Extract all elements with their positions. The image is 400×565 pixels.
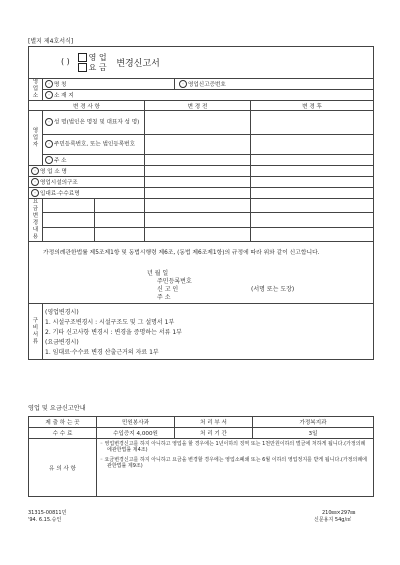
operator-regno-after[interactable]: [251, 135, 374, 155]
fee-cell-c1: [43, 227, 95, 241]
footer-approval: '94. 6.15.승인: [28, 517, 62, 523]
fee-cell-b1: [43, 213, 95, 227]
form-title: [29, 47, 374, 79]
form-number: [별지 제4호서식]: [28, 38, 74, 45]
guide-cell: 민원봉사과: [97, 417, 175, 428]
title-main: 변경신고서: [116, 59, 160, 69]
side-fee-change: 요금변경내용: [29, 199, 43, 242]
circle-icon: ◦: [31, 178, 39, 186]
operator-regno-label: ◦ 주민등록번호, 또는 법인등록번호: [43, 135, 145, 155]
checkbox-fee-icon[interactable]: [78, 63, 87, 72]
facility-label: ◦ 영업시설의구조: [29, 177, 145, 188]
fee-cell-c4: [251, 227, 374, 241]
fee-cell-b4: [251, 213, 374, 227]
guide-cell: 처 리 기 간: [175, 428, 253, 439]
option-fee[interactable]: 요 금: [78, 63, 107, 73]
sign-address-label: 주 소: [157, 294, 171, 301]
office-address-label: ◦ 소 재 지: [43, 90, 374, 101]
circle-icon: ◦: [45, 91, 53, 99]
office-name-label: ◦ 명 칭: [43, 79, 175, 90]
change-before-header: 변 경 전: [145, 101, 251, 111]
circle-icon: ◦: [31, 167, 39, 175]
sign-regno-label: 주민등록번호: [157, 278, 192, 285]
change-item-header: 변 경 사 항: [29, 101, 145, 111]
sign-reporter-label: 신 고 인: [157, 286, 179, 293]
guide-cell: 3일: [253, 428, 374, 439]
circle-icon: ◦: [45, 80, 53, 88]
fee-cell-a1: [43, 199, 95, 213]
guide-heading: 영업 및 요금신고안내: [28, 405, 86, 412]
doc-line: 1. 시설구조변경시 : 시설구조도 및 그 설명서 1부: [45, 319, 175, 326]
fee-cell-c2: [95, 227, 145, 241]
notice-list: [97, 439, 374, 497]
operator-name-before[interactable]: [145, 111, 251, 135]
facility-after[interactable]: [251, 177, 374, 188]
biz-place-after[interactable]: [251, 166, 374, 177]
doc-line: 1. 임대료·수수료 변경 산출근거의 자료 1부: [45, 349, 159, 356]
change-after-header: 변 경 후: [251, 101, 374, 111]
fee-before[interactable]: [145, 188, 251, 199]
footer-size: 210㎜×297㎜: [322, 510, 356, 516]
fee-cell-a4: [251, 199, 374, 213]
circle-icon: ◦: [45, 140, 53, 148]
circle-icon: ◦: [31, 189, 39, 197]
fee-cell-b3: [145, 213, 251, 227]
sign-hint: (서명 또는 도장): [251, 286, 295, 293]
fee-cell-c3: [145, 227, 251, 241]
operator-address-after[interactable]: [251, 155, 374, 166]
doc-line: (요금변경시): [45, 339, 79, 346]
option-business[interactable]: 영 업: [78, 53, 107, 63]
documents-list: [43, 304, 374, 360]
footer-code: 31315-00811민: [28, 510, 67, 516]
circle-icon: ◦: [179, 80, 187, 88]
side-office: 영업소: [29, 79, 43, 101]
bullet-icon: ◦: [100, 456, 103, 463]
guide-table: [28, 416, 374, 497]
guide-cell: 처 리 부 서: [175, 417, 253, 428]
guide-cell: 제 출 하 는 곳: [29, 417, 97, 428]
circle-icon: ◦: [45, 156, 53, 164]
notice-item: ◦ 요금변경신고를 하지 아니하고 요금을 변경할 경우에는 영업소폐쇄 또는 6월 이하의 영업정지를 받게 됩니다.(가정의례에관한법률 제9조): [100, 456, 368, 469]
circle-icon: ◦: [45, 118, 53, 126]
report-form: [28, 46, 374, 360]
notice-item: ◦ 영업변경신고를 하지 아니하고 영업을 할 경우에는 1년이하의 징역 또는 1천만원이하의 벌금에 처하게 됩니다.(가정의례에관한법률 제4조): [100, 441, 366, 454]
sign-date: 년 월 일: [147, 270, 169, 277]
declaration-text: 가정의례관한법률 제5조제1항 및 동법시행령 제6조, (동법 제6조제1항)의 규정에 따라 위와 같이 신고합니다.: [43, 250, 320, 256]
side-documents: 구비서류: [29, 304, 43, 360]
fee-cell-a2: [95, 199, 145, 213]
facility-before[interactable]: [145, 177, 251, 188]
biz-place-before[interactable]: [145, 166, 251, 177]
checkbox-business-icon[interactable]: [78, 53, 87, 62]
operator-address-label: ◦ 주 소: [43, 155, 145, 166]
title-paren: ( ): [61, 57, 70, 66]
fee-cell-a3: [145, 199, 251, 213]
doc-line: (영업변경시): [45, 309, 79, 316]
operator-address-before[interactable]: [145, 155, 251, 166]
guide-cell: 수 수 료: [29, 428, 97, 439]
declaration-block: [29, 242, 374, 304]
office-regno-label: ◦ 영업신고증번호: [175, 79, 374, 90]
operator-regno-before[interactable]: [145, 135, 251, 155]
doc-line: 2. 기타 신고사항 변경시 : 변경을 증명하는 서류 1부: [45, 329, 182, 336]
footer-paper: 신문용지 54g/㎡: [314, 517, 352, 523]
guide-cell: 가정복지과: [253, 417, 374, 428]
notice-label: 유 의 사 항: [29, 439, 97, 497]
fee-after[interactable]: [251, 188, 374, 199]
guide-cell: 수입증지 4,000원: [97, 428, 175, 439]
side-operator: 영업자: [29, 111, 43, 166]
fee-label: ◦ 입대료·수수료명: [29, 188, 145, 199]
operator-name-after[interactable]: [251, 111, 374, 135]
bullet-icon: ◦: [100, 441, 103, 447]
biz-place-label: ◦ 영 업 소 명: [29, 166, 145, 177]
fee-cell-b2: [95, 213, 145, 227]
operator-name-label: ◦ 성 명(법인은 명칭 및 대표자 성 명): [43, 111, 145, 135]
